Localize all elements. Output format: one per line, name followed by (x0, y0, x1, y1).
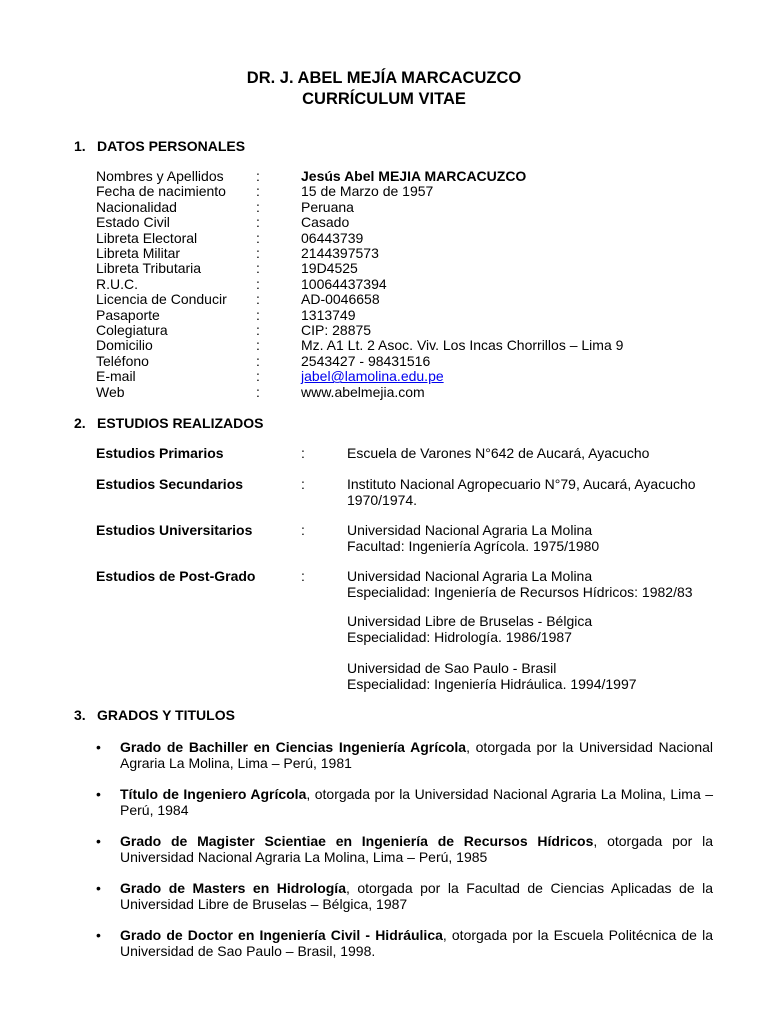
personal-row (0, 200, 768, 215)
personal-label: Licencia de Conducir (96, 291, 227, 308)
study-line: Universidad Nacional Agraria La Molina (347, 522, 593, 538)
degree-title: Grado de Bachiller en Ciencias Ingeniería Agrícola (120, 739, 467, 755)
personal-row (0, 292, 768, 307)
separator: : (256, 245, 260, 261)
study-line: Universidad de Sao Paulo - Brasil (347, 660, 557, 676)
personal-row (0, 215, 768, 230)
degree-detail: , otorgada por la Facultad de Ciencias Aplicadas de la Universidad Libre de Bruselas – Bélgica, 1987 (120, 880, 713, 912)
separator: : (256, 183, 260, 200)
section-title: GRADOS Y TITULOS (97, 707, 235, 723)
study-line: Especialidad: Hidrología. 1986/1987 (347, 628, 572, 645)
personal-label: Libreta Militar (96, 245, 181, 261)
study-line: Universidad Nacional Agraria La Molina (347, 568, 593, 584)
personal-row (0, 277, 768, 292)
section-title: DATOS PERSONALES (97, 138, 246, 154)
personal-label: Estado Civil (96, 214, 170, 231)
personal-row (0, 385, 768, 400)
separator: : (256, 337, 260, 354)
personal-label: R.U.C. (96, 275, 138, 292)
study-line: Facultad: Ingeniería Agrícola. 1975/1980 (347, 537, 600, 554)
personal-label: Libreta Tributaria (96, 260, 202, 277)
personal-value: CIP: 28875 (301, 322, 372, 338)
study-line: Universidad Libre de Bruselas - Bélgica (347, 613, 593, 629)
separator: : (256, 168, 260, 184)
degree-detail: , otorgada por la Escuela Politécnica de la Universidad de Sao Paulo – Brasil, 1998. (120, 927, 713, 959)
personal-row (0, 246, 768, 261)
separator: : (256, 229, 260, 246)
study-label: Estudios Universitarios (96, 522, 253, 538)
study-line: Especialidad: Ingeniería Hidráulica. 1994/1997 (347, 675, 637, 692)
study-label: Estudios Primarios (96, 445, 224, 461)
degree-detail: , otorgada por la Universidad Nacional Agraria La Molina, Lima – Perú, 1981 (120, 739, 714, 771)
bullet-icon: • (96, 927, 101, 943)
personal-value: 1313749 (301, 306, 356, 323)
personal-value: Mz. A1 Lt. 2 Asoc. Viv. Los Incas Chorrillos – Lima 9 (301, 337, 624, 354)
separator: : (256, 352, 260, 369)
separator: : (256, 260, 260, 277)
separator: : (256, 291, 260, 308)
study-line: Escuela de Varones N°642 de Aucará, Ayacucho (347, 445, 650, 461)
separator: : (256, 368, 260, 385)
separator: : (256, 322, 260, 338)
degree-title: Grado de Doctor en Ingeniería Civil - Hidráulica (120, 927, 443, 943)
personal-value: AD-0046658 (301, 291, 380, 308)
personal-row (0, 169, 768, 184)
study-line: Especialidad: Ingeniería de Recursos Hídricos: 1982/83 (347, 583, 693, 600)
study-label: Estudios Secundarios (96, 476, 244, 492)
degree-title: Grado de Masters en Hidrología (120, 880, 346, 896)
email-link[interactable]: jabel@lamolina.edu.pe (301, 368, 444, 385)
personal-row (0, 369, 768, 384)
separator: : (301, 476, 305, 492)
personal-row (0, 184, 768, 199)
personal-row (0, 231, 768, 246)
personal-label: Pasaporte (96, 306, 160, 323)
personal-value: 15 de Marzo de 1957 (301, 183, 434, 200)
degree-detail: , otorgada por la Universidad Nacional Agraria La Molina, Lima – Perú, 1985 (120, 833, 714, 865)
bullet-icon: • (96, 880, 101, 896)
section-number: 1. (74, 138, 86, 154)
degree-detail: , otorgada por la Universidad Nacional Agraria La Molina, Lima – Perú, 1984 (120, 786, 714, 818)
separator: : (301, 568, 305, 584)
personal-value: 10064437394 (301, 275, 387, 292)
section-personal-heading (74, 138, 245, 154)
personal-value: Peruana (301, 198, 354, 215)
bullet-icon: • (96, 739, 101, 755)
personal-row (0, 354, 768, 369)
separator: : (256, 275, 260, 292)
study-label: Estudios de Post-Grado (96, 568, 256, 584)
cv-name-title: DR. J. ABEL MEJÍA MARCACUZCO (246, 69, 522, 87)
personal-row (0, 338, 768, 353)
personal-label: Nacionalidad (96, 198, 177, 215)
section-title: ESTUDIOS REALIZADOS (97, 415, 264, 431)
personal-label: E-mail (96, 368, 136, 385)
personal-label: Web (96, 383, 125, 400)
degree-title: Grado de Magister Scientiae en Ingeniería de Recursos Hídricos (120, 833, 594, 849)
study-line: 1970/1974. (347, 491, 418, 508)
cv-subtitle: CURRÍCULUM VITAE (302, 90, 466, 108)
personal-label: Teléfono (96, 352, 149, 369)
personal-value: 06443739 (301, 229, 364, 246)
personal-value: 2543427 - 98431516 (301, 352, 431, 369)
degree-title: Título de Ingeniero Agrícola (120, 786, 307, 802)
personal-value: 19D4525 (301, 260, 358, 277)
section-studies-heading (74, 415, 263, 431)
separator: : (256, 198, 260, 215)
separator: : (301, 522, 305, 538)
section-degrees-heading (74, 707, 235, 723)
web-url: www.abelmejia.com (301, 383, 425, 400)
bullet-icon: • (96, 833, 101, 849)
personal-label: Domicilio (96, 337, 153, 354)
personal-value: Jesús Abel MEJIA MARCACUZCO (301, 168, 527, 184)
section-number: 2. (74, 415, 86, 431)
separator: : (256, 306, 260, 323)
personal-row (0, 261, 768, 276)
separator: : (301, 445, 305, 461)
personal-value: 2144397573 (301, 245, 379, 261)
personal-label: Colegiatura (96, 322, 168, 338)
personal-value: Casado (301, 214, 350, 231)
personal-label: Libreta Electoral (96, 229, 198, 246)
personal-label: Nombres y Apellidos (96, 168, 224, 184)
bullet-icon: • (96, 786, 101, 802)
personal-row (0, 323, 768, 338)
separator: : (256, 214, 260, 231)
personal-row (0, 308, 768, 323)
study-line: Instituto Nacional Agropecuario N°79, Aucará, Ayacucho (347, 476, 696, 492)
personal-label: Fecha de nacimiento (96, 183, 226, 200)
separator: : (256, 383, 260, 400)
section-number: 3. (74, 707, 86, 723)
